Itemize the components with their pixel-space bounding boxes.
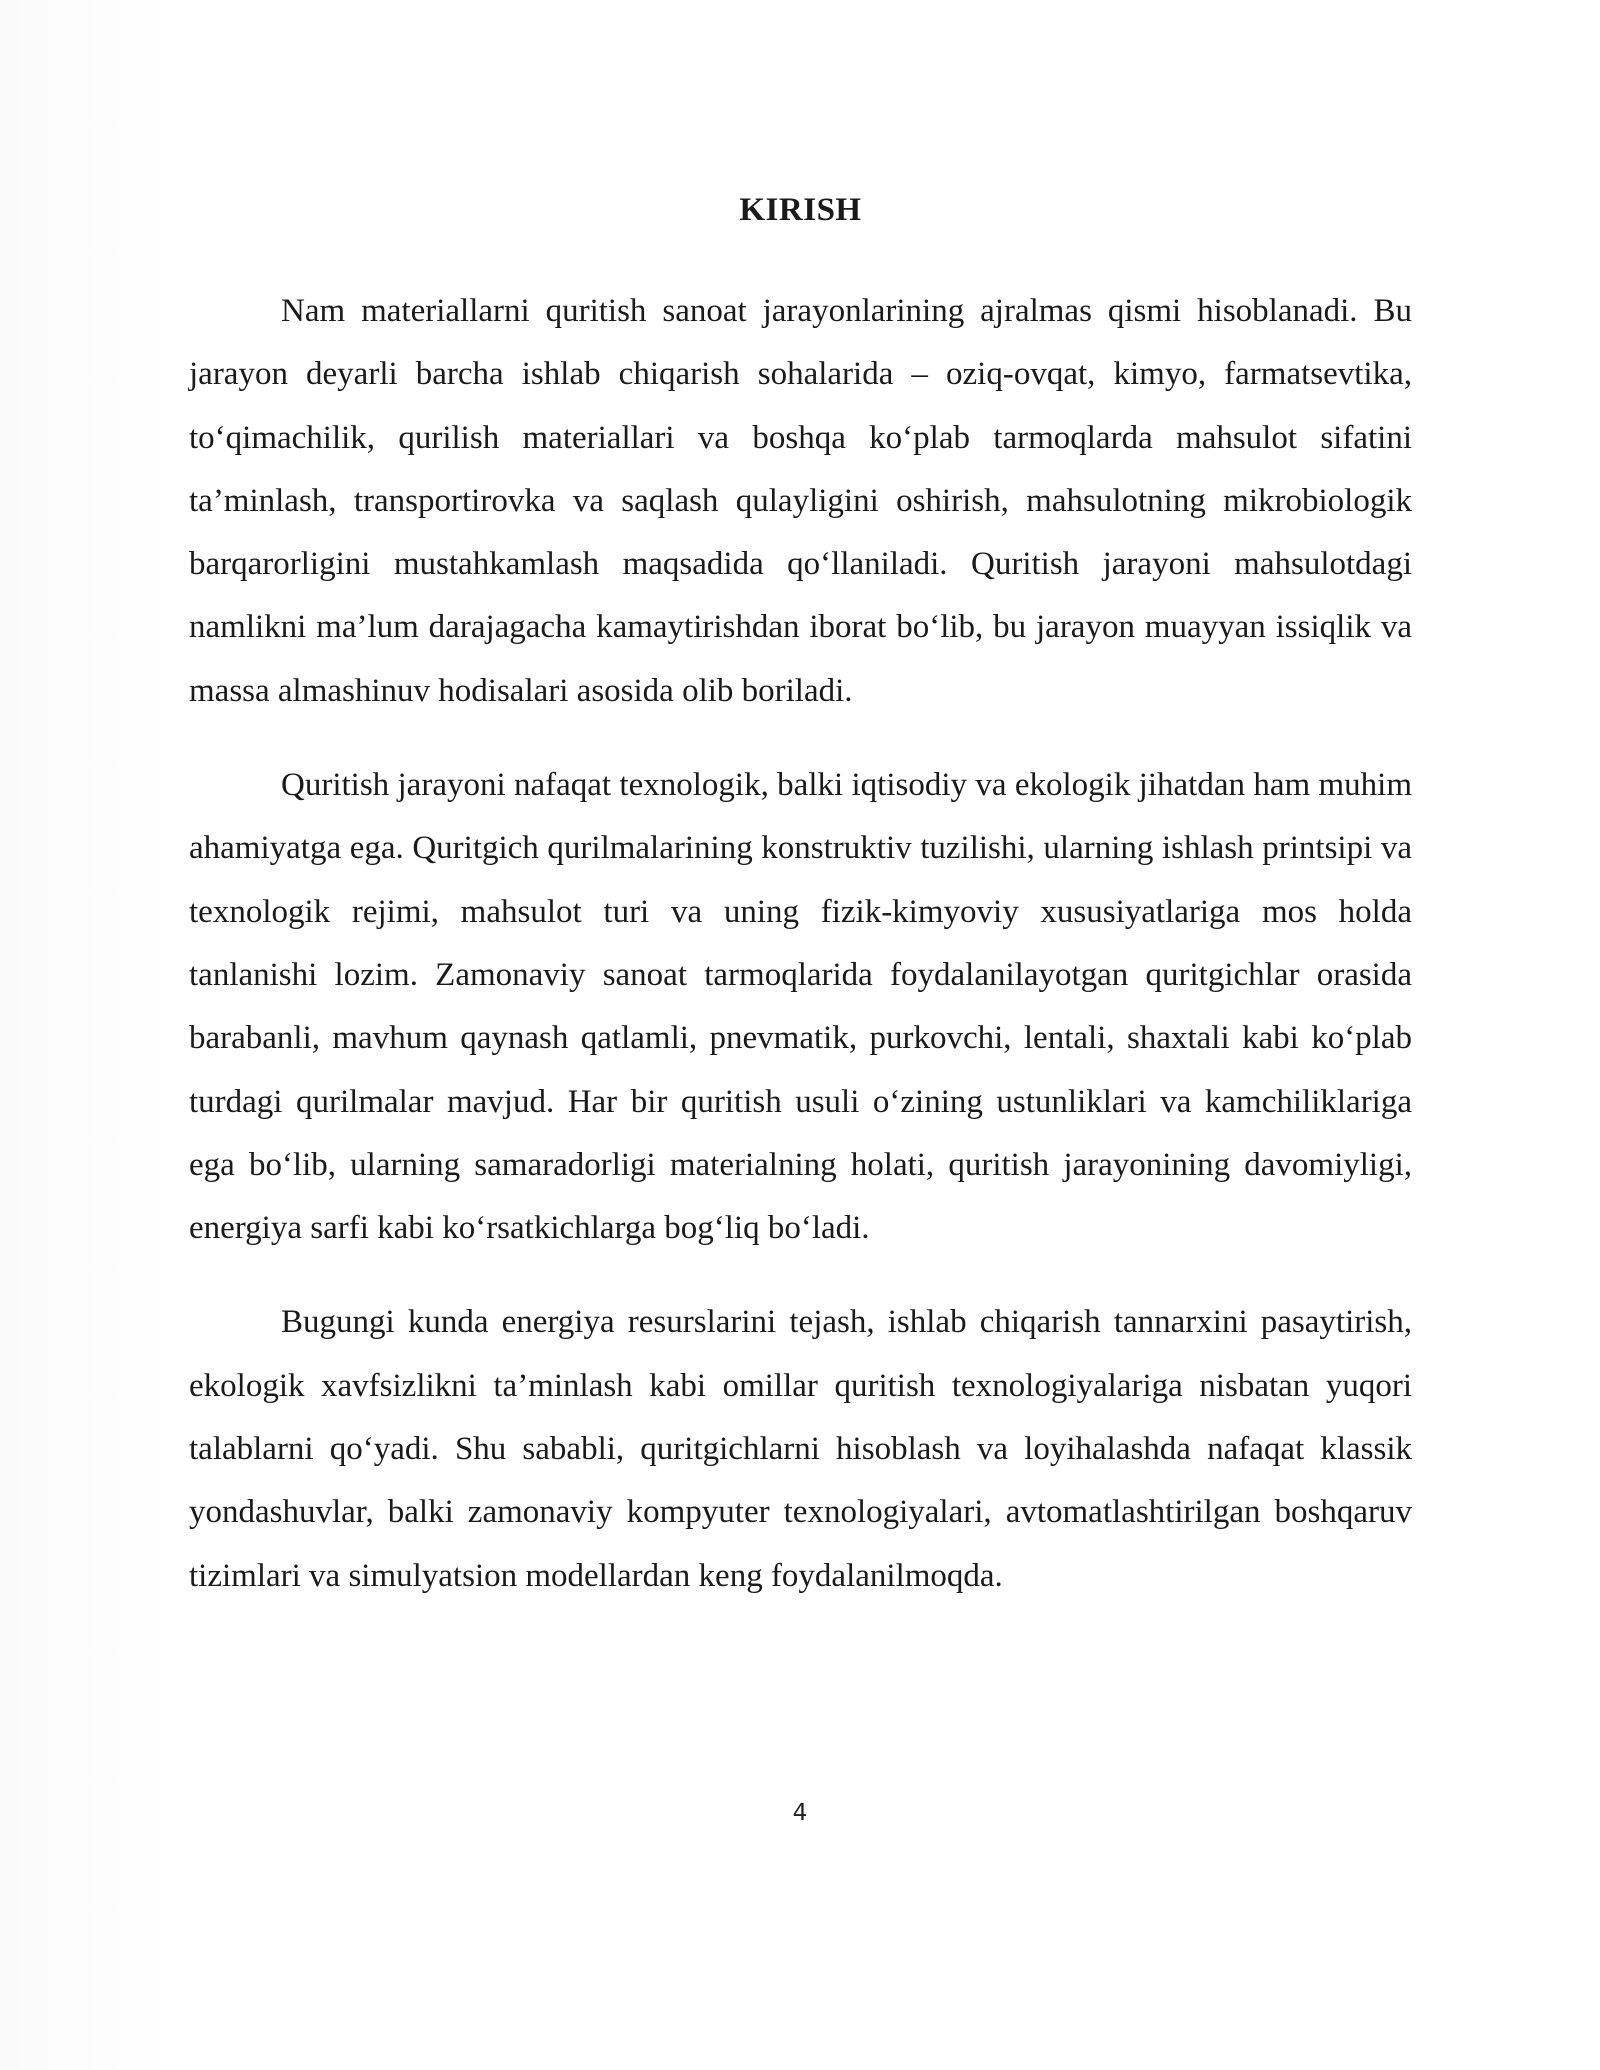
section-title: KIRISH: [739, 192, 862, 228]
paragraph-3: Bugungi kunda energiya resurslarini tejash, ishlab chiqarish tannarxini pasaytirish, ekologik xavfsizlikni ta’minlash kabi omillar quritish texnologiyalariga nisbatan yuqori talablarni qo‘yadi. Shu sababli, quritgichlarni hisoblash va loyihalashda nafaqat klassik yondashuvlar, balki zamonaviy kompyuter texnologiyalari, avtomatlashtirilgan boshqaruv tizimlari va simulyatsion modellardan keng foydalanilmoqda.: [189, 1304, 1412, 1594]
paragraph-1: Nam materiallarni quritish sanoat jarayonlarining ajralmas qismi hisoblanadi. Bu jarayon deyarli barcha ishlab chiqarish sohalarida – oziq-ovqat, kimyo, farmatsevtika, to‘qimachilik, qurilish materiallari va boshqa ko‘plab tarmoqlarda mahsulot sifatini ta’minlash, transportirovka va saqlash qulayligini oshirish, mahsulotning mikrobiologik barqarorligini mustahkamlash maqsadida qo‘llaniladi. Quritish jarayoni mahsulotdagi namlikni ma’lum darajagacha kamaytirishdan iborat bo‘lib, bu jarayon muayyan issiqlik va massa almashinuv hodisalari asosida olib boriladi.: [189, 293, 1412, 709]
page-edge-shade: [0, 0, 175, 2070]
paragraph-2: Quritish jarayoni nafaqat texnologik, balki iqtisodiy va ekologik jihatdan ham muhim ahamiyatga ega. Quritgich qurilmalarining konstruktiv tuzilishi, ularning ishlash printsipi va texnologik rejimi, mahsulot turi va uning fizik-kimyoviy xususiyatlariga mos holda tanlanishi lozim. Zamonaviy sanoat tarmoqlarida foydalanilayotgan quritgichlar orasida barabanli, mavhum qaynash qatlamli, pnevmatik, purkovchi, lentali, shaxtali kabi ko‘plab turdagi qurilmalar mavjud. Har bir quritish usuli o‘zining ustunliklari va kamchiliklariga ega bo‘lib, ularning samaradorligi materialning holati, quritish jarayonining davomiyligi, energiya sarfi kabi ko‘rsatkichlarga bog‘liq bo‘ladi.: [189, 767, 1412, 1247]
page-number: 4: [792, 1800, 808, 1826]
document-body: [189, 180, 1412, 1639]
